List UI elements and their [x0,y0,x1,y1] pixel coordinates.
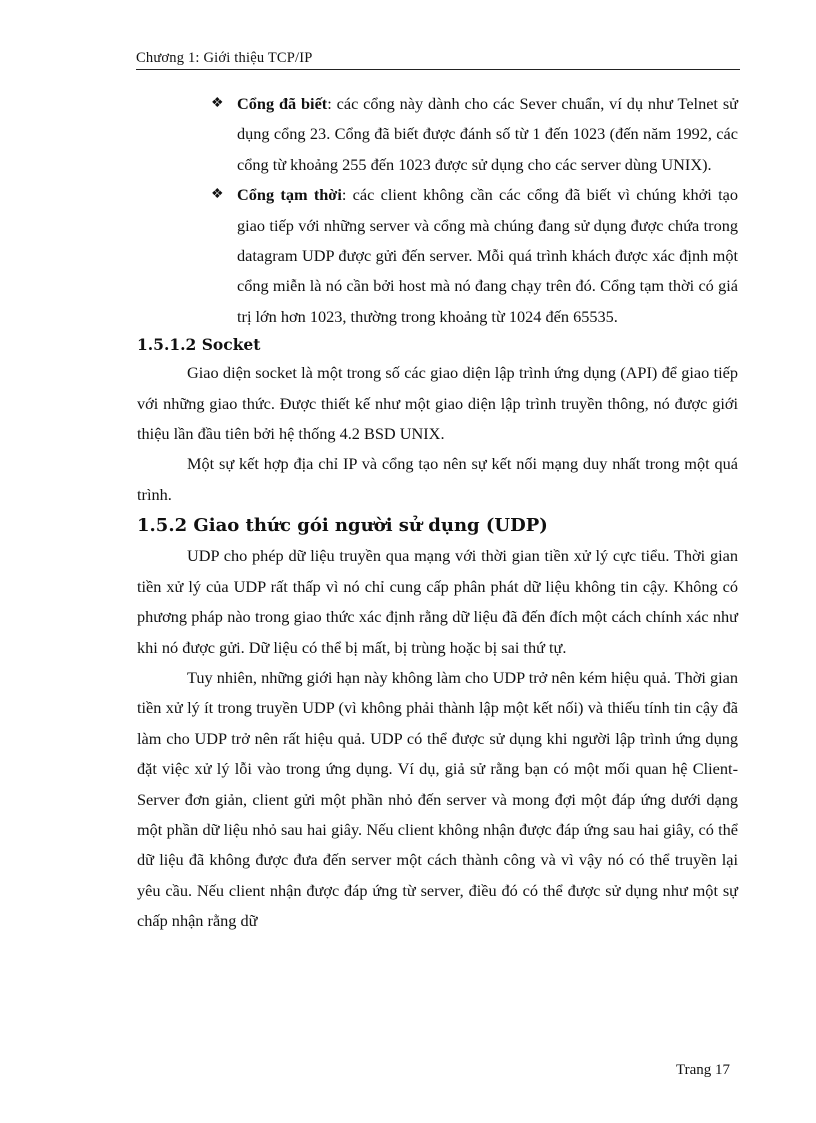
paragraph: Giao diện socket là một trong số các giao diện lập trình ứng dụng (API) để giao tiếp với những giao thức. Được thiết kế như một giao diện lập trình truyền thông, nó được giới thiệu lần đầu tiên bởi hệ thống 4.2 BSD UNIX. [137,363,738,444]
page-content [137,89,738,937]
page-header [136,50,740,70]
diamond-bullet-icon: ❖ [211,187,224,203]
page-number: Trang 17 [676,1062,731,1078]
section-heading-socket: 1.5.1.2 Socket [137,335,261,355]
bullet-text: : các cổng này dành cho các Sever chuẩn, ví dụ như Telnet sử dụng cổng 23. Cổng đã biết được đánh số từ 1 đến 1023 (đến năm 1992, các cổng từ khoảng 255 đến 1023 được sử dụng cho các server dùng UNIX). [237,94,738,174]
paragraph: UDP cho phép dữ liệu truyền qua mạng với thời gian tiền xử lý cực tiểu. Thời gian tiền xử lý của UDP rất thấp vì nó chỉ cung cấp phân phát dữ liệu không tin cậy. Không có phương pháp nào trong giao thức xác định rằng dữ liệu đã đến đích một cách chính xác như khi nó được gửi. Dữ liệu có thể bị mất, bị trùng hoặc bị sai thứ tự. [137,546,738,657]
diamond-bullet-icon: ❖ [211,96,224,111]
bullet-term: Cổng tạm thời [237,185,342,205]
bullet-term: Cổng đã biết [237,94,328,113]
bullet-item-well-known-ports [137,89,738,180]
chapter-title: Chương 1: Giới thiệu TCP/IP [136,50,313,66]
paragraph: Tuy nhiên, những giới hạn này không làm cho UDP trở nên kém hiệu quả. Thời gian tiền xử lý ít trong truyền UDP (vì không phải thành lập một kết nối) và thiếu tính tin cậy đã làm cho UDP trở nên rất hiệu quả. UDP có thể được sử dụng khi người lập trình ứng dụng đặt việc xử lý lỗi vào trong ứng dụng. Ví dụ, giả sử rằng bạn có một mối quan hệ Client-Server đơn giản, client gửi một phần nhỏ đến server và mong đợi một đáp ứng dưới dạng một phần dữ liệu nhỏ sau hai giây. Nếu client không nhận được đáp ứng sau hai giây, có thể dữ liệu đã không được đưa đến server một cách thành công và vì vậy nó có thể truyền lại yêu cầu. Nếu client nhận được đáp ứng từ server, điều đó có thể được sử dụng như một sự chấp nhận rằng dữ [137,667,738,931]
bullet-item-ephemeral-ports [137,180,738,332]
paragraph: Một sự kết hợp địa chỉ IP và cổng tạo nên sự kết nối mạng duy nhất trong một quá trình. [137,454,738,504]
bullet-text: : các client không cần các cổng đã biết vì chúng khởi tạo giao tiếp với những server và cổng mà chúng đang sử dụng được chứa trong datagram UDP được gửi đến server. Mỗi quá trình khách được xác định một cổng miễn là nó cần bởi host mà nó đang chạy trên đó. Cổng tạm thời có giá trị lớn hơn 1023, thường trong khoảng từ 1024 đến 65535. [237,185,739,326]
section-heading-udp: 1.5.2 Giao thức gói người sử dụng (UDP) [137,515,548,537]
